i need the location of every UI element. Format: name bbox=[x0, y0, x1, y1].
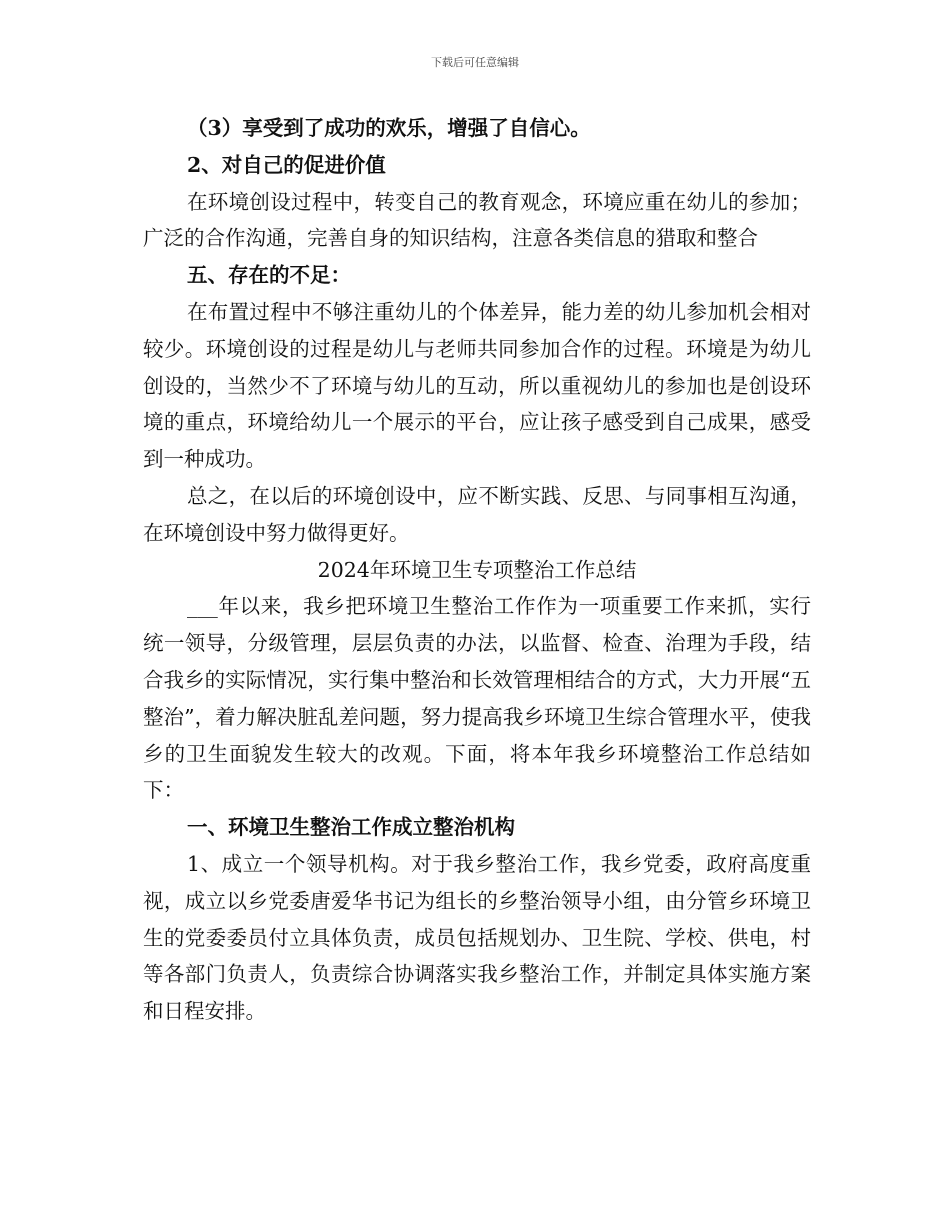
paragraph-self-value: 在环境创设过程中，转变自己的教育观念，环境应重在幼儿的参加；广泛的合作沟通，完善自身的知识结构，注意各类信息的猎取和整合 bbox=[143, 189, 811, 251]
paragraph-leadership: 1、成立一个领导机构。对于我乡整治工作，我乡党委，政府高度重视，成立以乡党委唐爱华书记为组长的乡整治领导小组，由分管乡环境卫生的党委委员付立具体负责，成员包括规划办、卫生院、学校、供电，村等各部门负责人，负责综合协调落实我乡整治工作，并制定具体实施方案和日程安排。 bbox=[143, 851, 811, 1024]
paragraph-conclusion: 总之，在以后的环境创设中，应不断实践、反思、与同事相互沟通，在环境创设中努力做得更好。 bbox=[143, 483, 811, 545]
paragraph-shortcomings: 在布置过程中不够注重幼儿的个体差异，能力差的幼儿参加机会相对较少。环境创设的过程是幼儿与老师共同参加合作的过程。环境是为幼儿创设的，当然少不了环境与幼儿的互动，所以重视幼儿的参加也是创设环境的重点，环境给幼儿一个展示的平台，应让孩子感受到自己成果，感受到一种成功。 bbox=[143, 299, 811, 472]
heading-shortcomings: 五、存在的不足： bbox=[187, 263, 351, 288]
heading-self-value: 2、对自己的促进价值 bbox=[187, 152, 386, 177]
document-title: 2024年环境卫生专项整治工作总结 bbox=[317, 557, 637, 582]
paragraph-success-joy: （3）享受到了成功的欢乐，增强了自信心。 bbox=[187, 116, 591, 140]
heading-section-one: 一、环境卫生整治工作成立整治机构 bbox=[187, 815, 515, 840]
page-header: 下载后可任意编辑 bbox=[431, 56, 519, 69]
document-body bbox=[143, 110, 811, 1030]
paragraph-intro: ___年以来，我乡把环境卫生整治工作作为一项重要工作来抓，实行统一领导，分级管理，层层负责的办法，以监督、检查、治理为手段，结合我乡的实际情况，实行集中整治和长效管理相结合的方式，大力开展“五整治”，着力解决脏乱差问题，努力提高我乡环境卫生综合管理水平，使我乡的卫生面貌发生较大的改观。下面，将本年我乡环境整治工作总结如下： bbox=[143, 594, 811, 803]
